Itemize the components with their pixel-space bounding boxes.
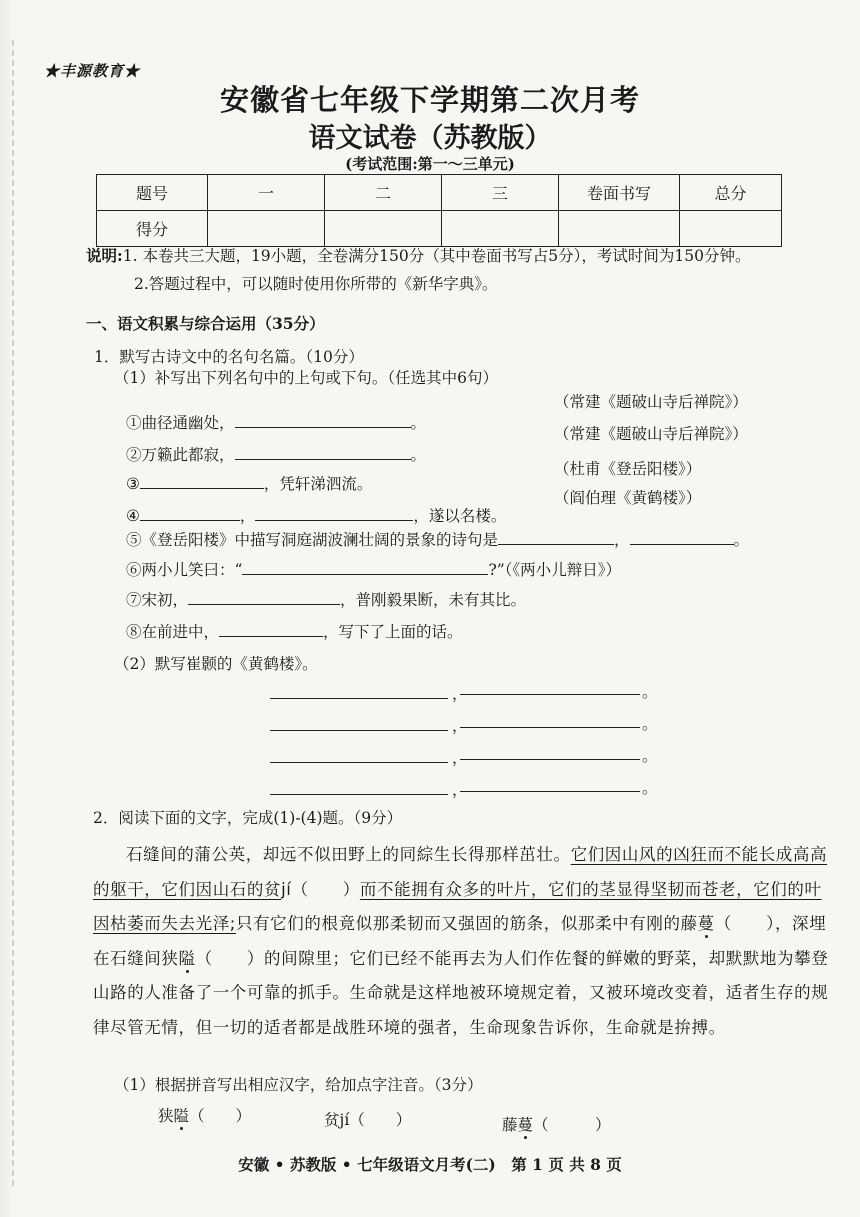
q2-title: 2．阅读下面的文字，完成(1)-(4)题。（9分） <box>93 809 403 827</box>
poem-blank[interactable] <box>460 791 640 792</box>
score-table-col-3: 三 <box>442 175 559 211</box>
poem-blank[interactable] <box>270 762 448 763</box>
answer-paren[interactable]: （ ） <box>291 879 360 899</box>
item-text: 曲径通幽处， <box>141 414 235 432</box>
poem-blank[interactable] <box>460 694 640 695</box>
answer-blank[interactable] <box>188 590 340 605</box>
q1-item-5 <box>126 528 749 550</box>
answer-paren[interactable]: （ ） <box>349 1111 412 1129</box>
passage-text: 的间隙里；它们已经不能再去为人们作佐餐的鲜嫩的野菜，却默默地为攀登山路的人准备了一个可靠的抓手。生命就是这样地被环境规定着，又被环境改变着，适者生存的规律尽管无情，但一切的适者都是战胜环境的强者，生命现象告诉你，生命就是拚搏。 <box>93 948 829 1037</box>
note-1-text: 1. 本卷共三大题，19小题，全卷满分150分（其中卷面书写占5分），考试时间为150分钟。 <box>122 247 751 265</box>
pinyin-item-3 <box>502 1113 611 1135</box>
passage-text: 只有它们的根竟似那柔韧而又强固的筋条，似那柔中有刚的藤 <box>235 914 698 933</box>
score-table-header-row <box>97 175 782 211</box>
item-text: ， <box>239 507 256 525</box>
q1-item-3 <box>126 472 372 494</box>
answer-blank[interactable] <box>235 445 411 460</box>
answer-blank[interactable] <box>140 474 264 489</box>
q1-item-8 <box>126 620 463 642</box>
poem-period: 。 <box>642 715 658 733</box>
answer-blank[interactable] <box>498 530 614 545</box>
answer-paren[interactable]: （ ） <box>195 948 265 968</box>
poem-comma: ， <box>452 781 468 799</box>
note-2: 2.答题过程中，可以随时使用你所带的《新华字典》。 <box>134 275 498 293</box>
item-number: ⑦ <box>126 591 142 609</box>
answer-paren[interactable]: （ ） <box>714 914 775 933</box>
item-text: 两小儿笑曰：“ <box>141 561 243 579</box>
q1-item-4 <box>126 504 506 526</box>
answer-blank[interactable] <box>140 506 240 521</box>
exam-title: 安徽省七年级下学期第二次月考 <box>219 83 640 117</box>
poem-blank[interactable] <box>460 727 640 728</box>
passage-underlined: 而不能拥有众多的叶片，它们的茎显得坚韧而苍老，它们的叶因枯萎而失去光泽; <box>93 879 822 933</box>
poem-period: 。 <box>642 683 658 701</box>
score-table-col-4: 卷面书写 <box>559 175 680 211</box>
item-number: ⑧ <box>126 623 142 641</box>
note-label: 说明: <box>86 246 123 265</box>
answer-blank[interactable] <box>235 413 411 428</box>
passage-underlined: 它们因山风的凶狂而不能长成高高的躯干，它们因山石的贫 <box>93 845 828 899</box>
score-cell[interactable] <box>442 211 559 247</box>
brand-mark: ★丰源教育★ <box>44 62 141 80</box>
score-table-col-5: 总分 <box>680 175 782 211</box>
item-text: ，凭轩涕泗流。 <box>263 475 373 493</box>
item-number: ⑥ <box>126 561 142 579</box>
item-number: ⑤ <box>126 531 142 549</box>
poem-blank[interactable] <box>460 759 640 760</box>
score-cell[interactable] <box>208 211 325 247</box>
item-number: ③ <box>126 475 140 493</box>
char: 狭 <box>158 1107 174 1125</box>
poem-period: 。 <box>642 747 658 765</box>
score-table-col-2: 二 <box>325 175 442 211</box>
poem-period: 。 <box>642 779 658 797</box>
score-table-score-row <box>97 211 782 247</box>
poem-blank[interactable] <box>270 730 448 731</box>
poem-comma: ， <box>452 749 468 767</box>
poem-blank[interactable] <box>270 794 448 795</box>
answer-paren[interactable]: （ ） <box>189 1107 252 1125</box>
answer-paren[interactable]: （ ） <box>533 1116 611 1134</box>
item-number: ① <box>126 414 142 432</box>
dotted-char: 蔓 <box>517 1116 534 1134</box>
score-cell[interactable] <box>680 211 782 247</box>
score-table-col-1: 一 <box>208 175 325 211</box>
item-text: 万籁此都寂， <box>141 446 235 464</box>
poem-comma: ， <box>452 685 468 703</box>
q1-item-1 <box>126 411 426 433</box>
page-footer: 安徽 • 苏教版 • 七年级语文月考(二) 第 1 页 共 8 页 <box>238 1155 622 1174</box>
item-text: 在前进中， <box>141 623 220 641</box>
section-1-title: 一、语文积累与综合运用（35分） <box>86 314 325 333</box>
score-table-header-label: 题号 <box>97 175 208 211</box>
exam-subtitle: 语文试卷（苏教版） <box>308 123 552 154</box>
q1-sub1-title: （1）补写出下列名句中的上句或下句。（任选其中6句） <box>114 369 498 387</box>
pinyin-item-2 <box>324 1108 411 1130</box>
item-text: ，普刚毅果断，未有其比。 <box>340 591 527 609</box>
reading-passage <box>93 838 833 1045</box>
q1-item-6 <box>126 558 621 580</box>
answer-blank[interactable] <box>255 506 413 521</box>
q2-sub1-title: （1）根据拼音写出相应汉字，给加点字注音。（3分） <box>114 1076 483 1094</box>
score-table <box>96 174 782 247</box>
q1-item-3-source: （杜甫《登岳阳楼》） <box>554 460 702 478</box>
note-1 <box>86 244 750 266</box>
q1-item-4-source: （阎伯理《黄鹤楼》） <box>554 489 702 507</box>
exam-scope: (考试范围:第一～三单元) <box>345 155 515 173</box>
item-number: ② <box>126 446 142 464</box>
item-text: 宋初， <box>141 591 189 609</box>
score-cell[interactable] <box>325 211 442 247</box>
item-text: ，遂以名楼。 <box>413 507 507 525</box>
pinyin-text: jí <box>339 1111 350 1129</box>
passage-text: 石缝间的蒲公英，却远不似田野上的同綜生长得那样茁壮。 <box>126 845 571 864</box>
q1-item-2-source: （常建《题破山寺后禅院》） <box>554 425 748 443</box>
answer-blank[interactable] <box>630 530 734 545</box>
dotted-char: 隘 <box>178 948 196 968</box>
dotted-char: 隘 <box>173 1107 190 1125</box>
answer-blank[interactable] <box>219 622 323 637</box>
item-text: 。 <box>733 531 750 549</box>
q1-item-2 <box>126 443 426 465</box>
poem-comma: ， <box>452 717 468 735</box>
passage-text: ，深埋在石缝间狭 <box>93 914 827 968</box>
item-text: ?”（《两小儿辩日》） <box>488 561 621 579</box>
item-text: 《登岳阳楼》中描写洞庭湖波澜壮阔的景象的诗句是 <box>141 531 499 549</box>
q1-title: 1．默写古诗文中的名句名篇。（10分） <box>94 348 364 366</box>
binding-edge <box>12 40 14 1190</box>
item-number: ④ <box>126 507 140 525</box>
item-text: ，写下了上面的话。 <box>323 623 463 641</box>
pinyin-item-1 <box>158 1104 251 1126</box>
item-text: 。 <box>410 446 427 464</box>
char: 贫 <box>324 1111 340 1129</box>
pinyin-ji: jí <box>281 879 292 899</box>
score-table-score-label: 得分 <box>97 211 208 247</box>
q1-sub2-title: （2）默写崔颢的《黄鹤楼》。 <box>114 655 318 673</box>
q1-item-1-source: （常建《题破山寺后禅院》） <box>554 393 748 411</box>
item-text: 。 <box>410 414 427 432</box>
poem-blank[interactable] <box>270 698 448 699</box>
item-text: ， <box>614 531 630 549</box>
dotted-char: 蔓 <box>697 914 715 933</box>
q1-item-7 <box>126 588 526 610</box>
char: 藤 <box>502 1116 518 1134</box>
score-cell[interactable] <box>559 211 680 247</box>
answer-blank[interactable] <box>242 560 488 575</box>
